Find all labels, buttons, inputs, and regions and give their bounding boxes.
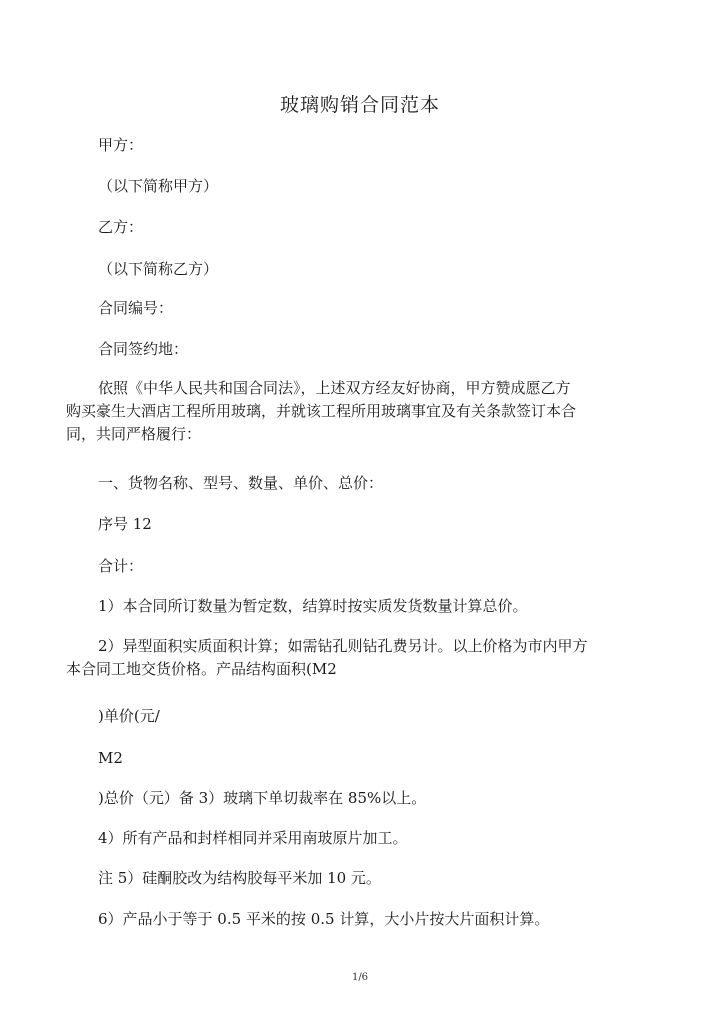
serial-number-line: 序号 12 xyxy=(98,515,152,533)
clause-1: 1）本合同所订数量为暂定数，结算时按实质发货数量计算总价。 xyxy=(98,597,528,615)
total-price-line: )总价（元）备 3）玻璃下单切裁率在 85%以上。 xyxy=(98,789,427,807)
intro-line: 购买豪生大酒店工程所用玻璃，并就该工程所用玻璃事宜及有关条款签订本合 xyxy=(66,402,577,420)
document-title: 玻璃购销合同范本 xyxy=(279,94,440,116)
party-b-label: 乙方： xyxy=(98,218,144,236)
section-1-heading: 一、货物名称、型号、数量、单价、总价： xyxy=(98,474,384,492)
page-number: 1/6 xyxy=(351,972,369,983)
clause-6: 6）产品小于等于 0.5 平米的按 0.5 计算，大小片按大片面积计算。 xyxy=(98,910,550,928)
clause-2-line: 2）异型面积实质面积计算；如需钻孔则钻孔费另计。以上价格为市内甲方 xyxy=(98,637,588,655)
unit-price-line: )单价(元/ xyxy=(98,707,160,725)
m2-line: M2 xyxy=(98,749,123,767)
intro-line: 依照《中华人民共和国合同法》，上述双方经友好协商，甲方赞成愿乙方 xyxy=(98,379,571,397)
clause-2-line: 本合同工地交货价格。产品结构面积(M2 xyxy=(66,660,337,678)
clause-5: 注 5）硅酮胶改为结构胶每平米加 10 元。 xyxy=(98,869,381,887)
party-a-note: （以下简称甲方） xyxy=(98,177,219,195)
party-b-note: （以下简称乙方） xyxy=(98,260,219,278)
party-a-label: 甲方： xyxy=(98,136,144,154)
intro-line: 同，共同严格履行： xyxy=(66,425,202,443)
contract-number-label: 合同编号： xyxy=(98,299,174,317)
total-label: 合计： xyxy=(98,557,144,575)
signing-place-label: 合同签约地： xyxy=(98,340,189,358)
intro-paragraph xyxy=(66,377,666,446)
clause-2-paragraph xyxy=(66,635,666,681)
clause-4: 4）所有产品和封样相同并采用南玻原片加工。 xyxy=(98,829,408,847)
